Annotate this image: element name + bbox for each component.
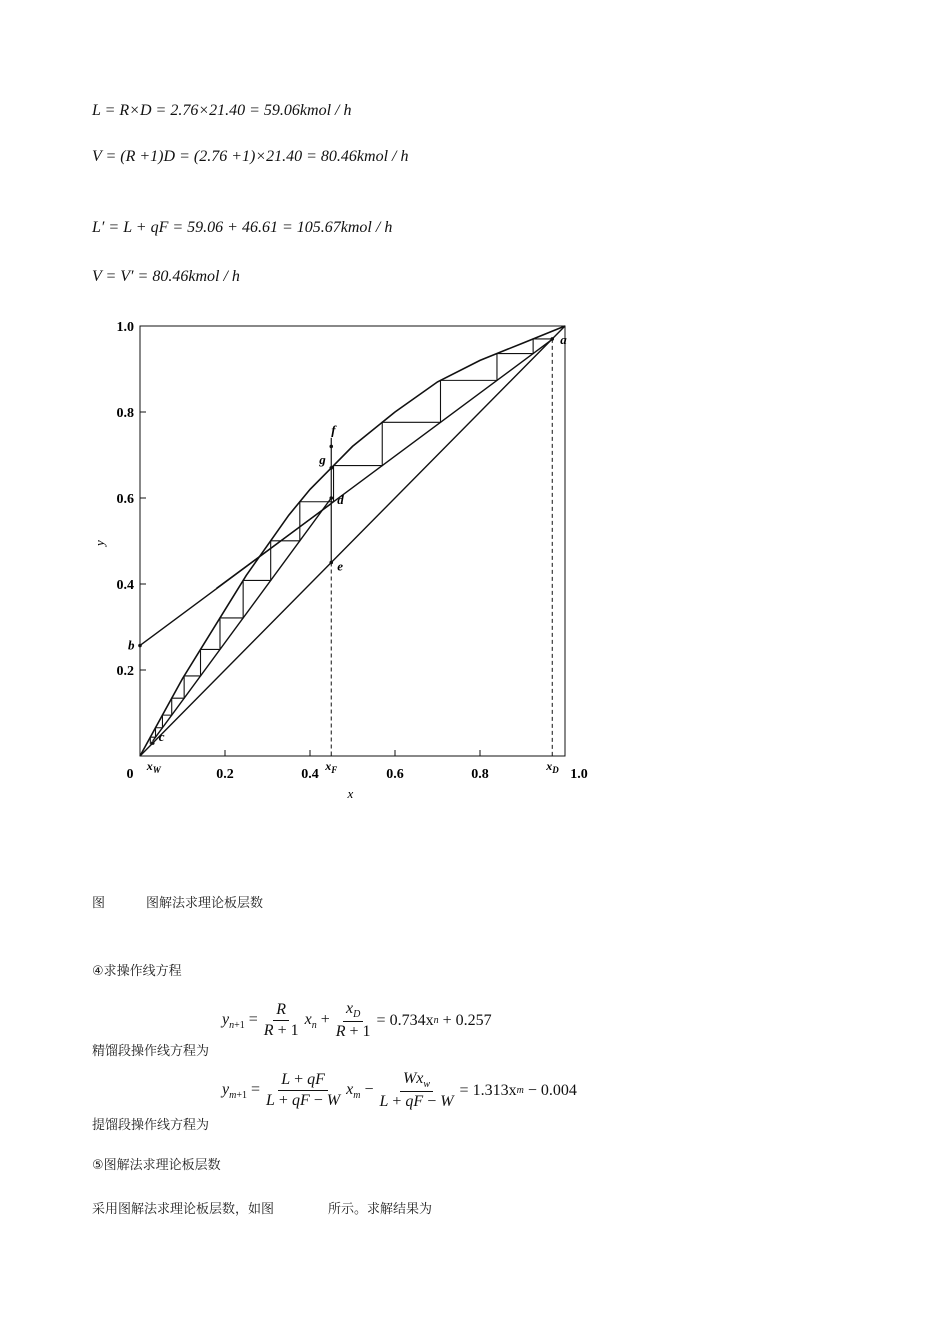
y-tick-label: 1.0: [116, 320, 134, 335]
x-marker-xF: $x_F$: [325, 759, 338, 775]
point-label-b: b: [128, 637, 135, 653]
point-b: [138, 644, 142, 648]
x-tick-label: 0: [126, 767, 134, 782]
section-5-text-a: 采用图解法求理论板层数，如图: [92, 1202, 275, 1217]
x-axis-label: x: [347, 786, 354, 801]
point-c: [151, 741, 155, 745]
rectifying-formula: $y_{n+1}$ = $\frac{R}{R + 1}$ $x_n$ + $\frac{x_D}{R + 1}$ = 0.734x n + 0.257: [222, 1000, 492, 1041]
x-tick-label: 0.4: [301, 767, 319, 782]
plot-area: [92, 320, 588, 801]
point-a: [550, 337, 554, 341]
x-marker-xD: $x_D$: [546, 759, 559, 775]
point-label-f: f: [331, 422, 336, 438]
figure-caption: 图解法求理论板层数: [146, 896, 264, 911]
x-tick-label: 0.6: [386, 767, 404, 782]
point-label-a: a: [560, 331, 567, 347]
stripping-label: 提馏段操作线方程为: [92, 1118, 210, 1133]
equation-l: L = R×D = 2.76×21.40 = 59.06kmol / h: [92, 102, 352, 119]
x-tick-label: 0.2: [216, 767, 234, 782]
y-tick-label: 0.2: [116, 664, 134, 679]
rectifying-constant: + 0.257: [442, 1011, 492, 1029]
figure-caption-prefix: 图: [92, 896, 106, 911]
point-label-c: c: [158, 729, 165, 745]
diagonal-line: [140, 326, 565, 756]
stripping-constant: − 0.004: [527, 1081, 577, 1099]
mccabe-thiele-figure: [92, 312, 590, 802]
x-tick-label: 1.0: [570, 767, 588, 782]
point-d: [329, 496, 333, 500]
point-label-d: d: [337, 492, 344, 507]
stripping-line: [153, 498, 332, 741]
point-g: [329, 466, 333, 470]
x-tick-label: 0.8: [471, 767, 489, 782]
rectifying-rhs: = 0.734x: [376, 1011, 434, 1029]
y-tick-label: 0.6: [116, 492, 134, 507]
stripping-rhs: = 1.313x: [459, 1081, 517, 1099]
y-tick-label: 0.4: [116, 578, 134, 593]
rectifying-label: 精馏段操作线方程为: [92, 1044, 210, 1059]
point-label-e: e: [337, 558, 344, 574]
x-marker-xW: $x_W$: [146, 759, 161, 775]
equation-v: V = (R +1)D = (2.76 +1)×21.40 = 80.46kmol / h: [92, 148, 409, 165]
y-tick-label: 0.8: [116, 406, 134, 421]
rectifying-line: [140, 339, 552, 645]
section-5-text-b: 所示。求解结果为: [328, 1202, 433, 1217]
point-e: [329, 561, 333, 565]
point-label-g: g: [319, 451, 326, 467]
stripping-formula: $y_{m+1}$ = $\frac{L + qF}{L + qF - W}$ $x_m$ − $\frac{Wx_w}{L + qF - W}$ = 1.313x m − 0.004: [222, 1070, 577, 1111]
section-4-title: ④求操作线方程: [92, 964, 182, 979]
equation-l-prime: L′ = L + qF = 59.06 + 46.61 = 105.67kmol / h: [92, 219, 393, 236]
point-f: [329, 445, 333, 449]
equation-v-prime: V = V′ = 80.46kmol / h: [92, 268, 240, 285]
section-5-title: ⑤图解法求理论板层数: [92, 1158, 221, 1173]
y-axis-label: y: [92, 540, 107, 546]
